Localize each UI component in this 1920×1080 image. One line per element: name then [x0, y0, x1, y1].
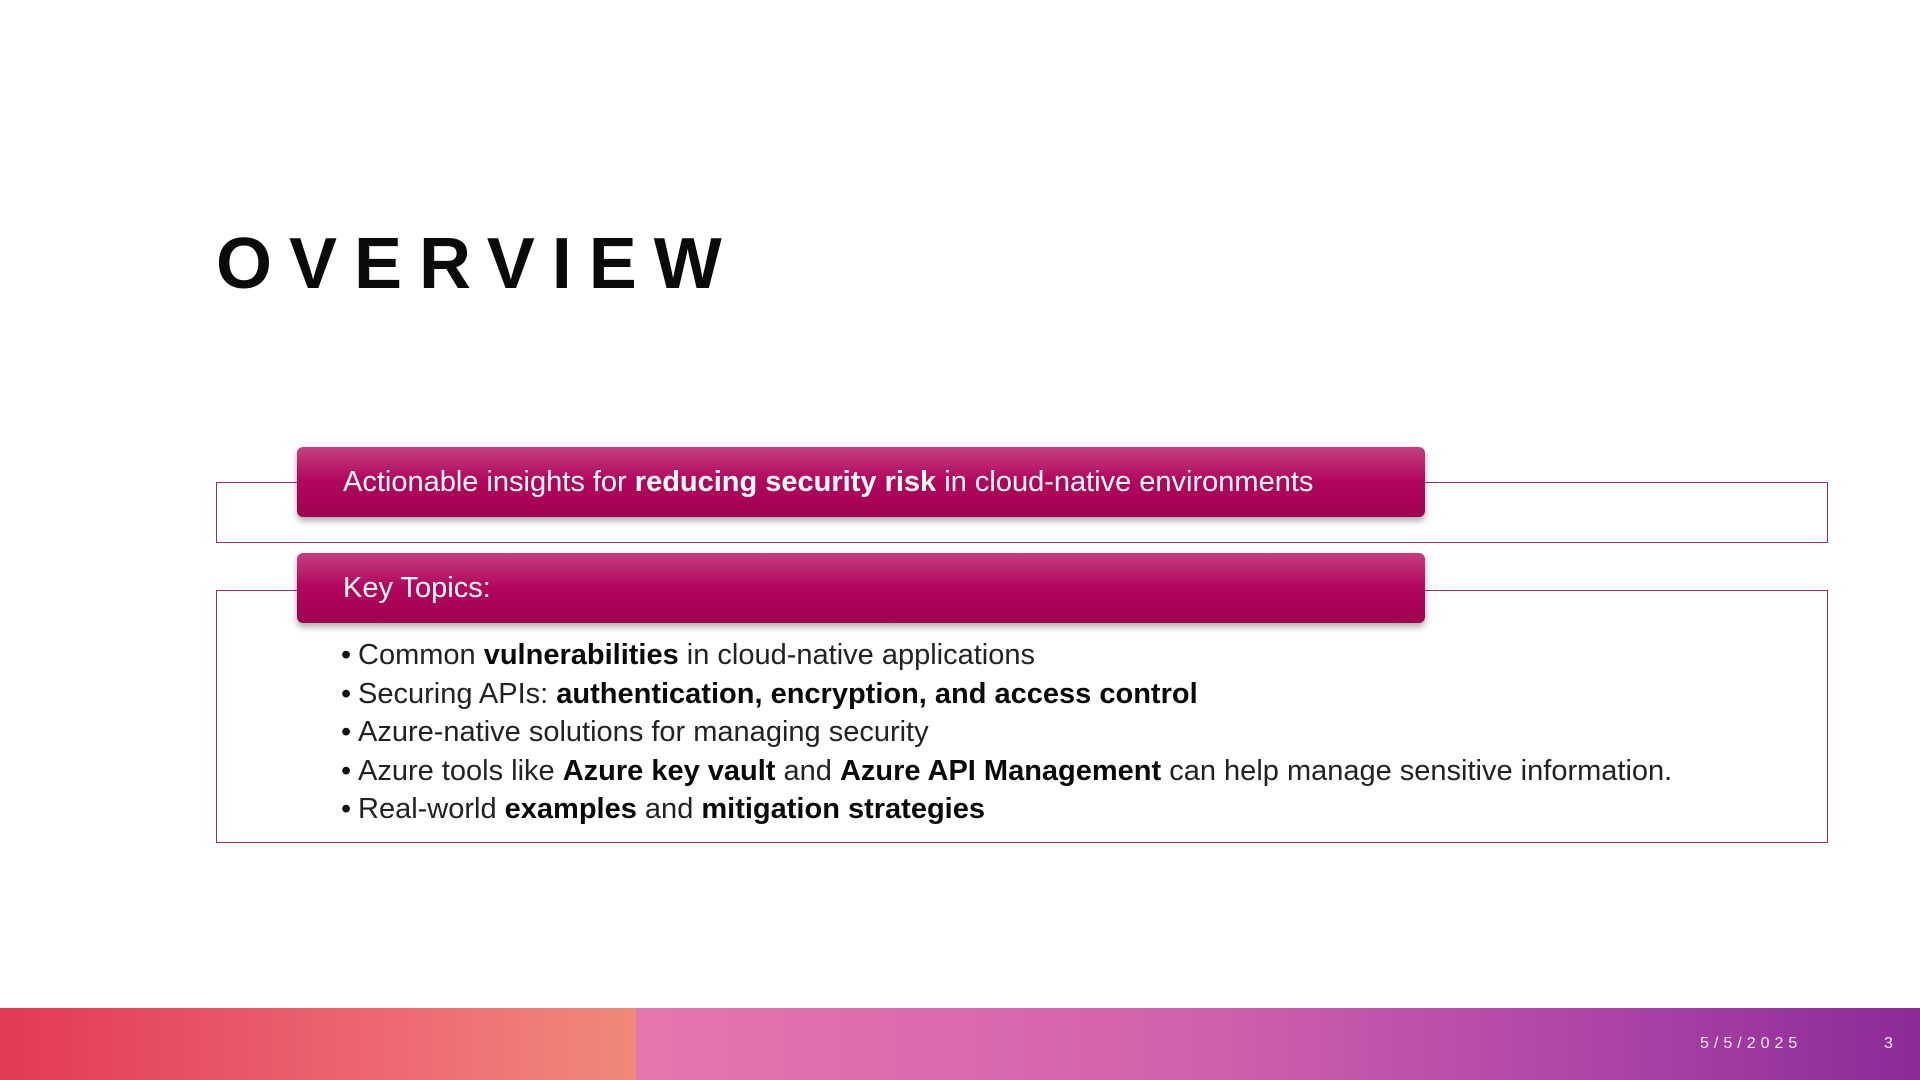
bullet-text: Common — [358, 639, 484, 671]
key-topics-heading: Key Topics: — [343, 571, 491, 604]
insight-banner — [297, 447, 1425, 517]
footer-page-number: 3 — [1884, 1035, 1893, 1052]
bullet-text: and — [775, 754, 840, 787]
footer-bar-left — [0, 1008, 636, 1080]
insight-text-bold: reducing security risk — [634, 465, 937, 498]
bullet-text: Azure tools like — [358, 754, 563, 787]
bullet-text: in cloud-native applications — [678, 639, 1035, 671]
bullet-securing-apis — [341, 675, 1672, 714]
bullet-azure-tools — [341, 752, 1672, 791]
bullet-bold: Azure key vault — [562, 754, 776, 787]
bullet-bold: examples — [504, 793, 637, 825]
bullet-text: can help manage sensitive information. — [1161, 754, 1673, 787]
bullet-azure-native — [341, 713, 1672, 752]
bullet-bold: mitigation strategies — [701, 793, 985, 825]
bullet-real-world — [341, 790, 1672, 829]
slide-title: OVERVIEW — [216, 224, 739, 304]
insight-text-pre: Actionable insights for — [343, 465, 635, 498]
bullet-vulnerabilities — [341, 636, 1672, 675]
bullet-text: Real-world — [358, 793, 505, 825]
insight-text-post: in cloud-native environments — [936, 465, 1314, 498]
footer-date: 5/5/2025 — [1700, 1035, 1803, 1052]
bullet-bold: Azure API Management — [839, 754, 1162, 787]
key-topics-banner — [297, 553, 1425, 623]
bullet-bold: authentication, encryption, and access control — [556, 677, 1198, 710]
key-topics-list — [341, 636, 1672, 829]
bullet-text: Azure-native solutions for managing security — [358, 716, 929, 748]
bullet-text: Securing APIs: — [358, 677, 557, 710]
bullet-bold: vulnerabilities — [483, 639, 679, 671]
bullet-text: and — [636, 793, 702, 825]
